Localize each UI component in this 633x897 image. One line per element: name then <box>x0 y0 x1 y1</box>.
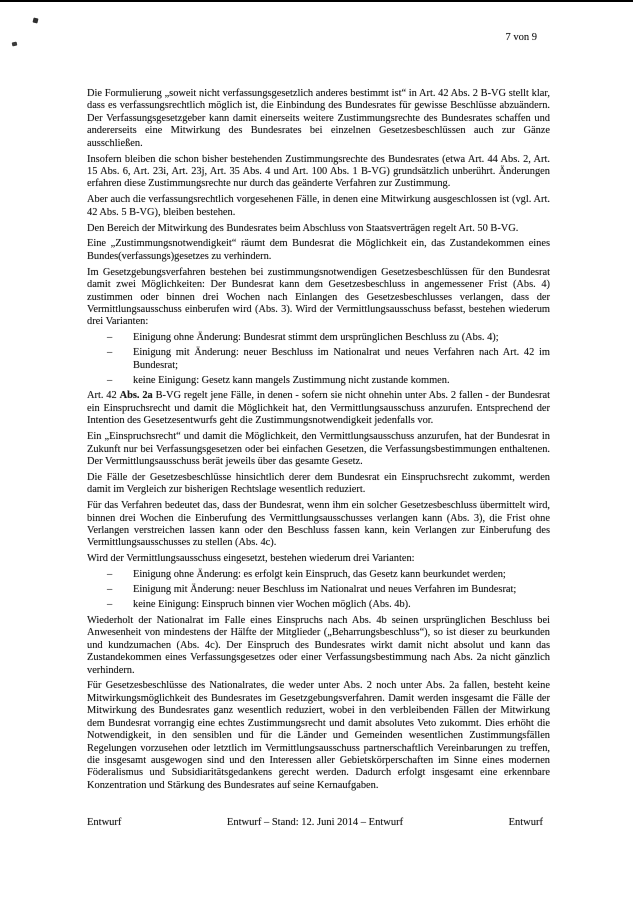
paragraph <box>87 472 550 497</box>
text-run: Für Gesetzesbeschlüsse des Nationalrates, die weder unter Abs. 2 noch unter Abs. 2a fallen, besteht keine Mitwirkungsmöglichkeit des Bundesrates im Gesetzgebungsverfahren. Damit werden insgesamt die Fälle der Mitwirkung des Bundesrates ganz wesentlich reduziert, wobei in den verbleibenden Fällen der Mitwirkung dem Bundesrat vorrangig eine echtes Zustimmungsrecht und damit absolutes Veto zukommt. Dies erhöht die Notwendigkeit, in den sensiblen und für die Länder und Gemeinden wesentlichen Zustimmungsfällen Regelungen vorzusehen oder letztlich im Vermittlungsausschuss partnerschaftlich Vereinbarungen zu treffen, die insgesamt ausgewogen sind und den Interessen aller Gebietskörperschaften im Sinne eines modernen Föderalismus und Subsidiaritätsgedankens gerecht werden. Dadurch erfolgt insgesamt eine erkennbare Konzentration und Stärkung des Bundesrates auf seine Kernaufgaben. <box>87 680 550 791</box>
paragraph <box>87 615 550 677</box>
paragraph <box>87 238 550 263</box>
text-run: Die Fälle der Gesetzesbeschlüsse hinsichtlich derer dem Bundesrat ein Einspruchsrecht zukommt, werden damit im Vergleich zur bisherigen Rechtslage wesentlich reduziert. <box>87 471 550 496</box>
list-item-text: keine Einigung: Gesetz kann mangels Zustimmung nicht zustande kommen. <box>133 374 450 386</box>
text-run: Die Formulierung „soweit nicht verfassungsgesetzlich anderes bestimmt ist“ in Art. 42 Abs. 2 B-VG stellt klar, dass es verfassungsrechtlich möglich ist, die Einbindung des Bundesrates für gewisse Beschlüsse abzuändern. Der Verfassungsgesetzgeber kann damit einerseits weitere Zustimmungsrechte des Bundesrates schaffen und andererseits eine Mitwirkung des Bundesrates bei einzelnen Gesetzesbeschlüssen auch zur Gänze ausschließen. <box>87 88 550 149</box>
list-item-text: Einigung ohne Änderung: Bundesrat stimmt dem ursprünglichen Beschluss zu (Abs. 4); <box>133 332 499 344</box>
paragraph <box>87 431 550 468</box>
text-run: Für das Verfahren bedeutet das, dass der Bundesrat, wenn ihm ein solcher Gesetzesbeschluss übermittelt wird, binnen drei Wochen die Einberufung des Vermittlungsausschusses verlangen kann (Abs. 3), die Frist ohne Verlangen verstreichen lassen kann oder den Beschluss fassen kann, kein Verlangen zur Einberufung des Vermittlungsausschusses zu stellen (Abs. 4c). <box>87 500 550 549</box>
list-item <box>87 569 550 581</box>
paragraph <box>87 500 550 550</box>
list-item-text: Einigung mit Änderung: neuer Beschluss im Nationalrat und neues Verfahren nach Art. 42 im Bundesrat; <box>133 347 550 371</box>
list-item <box>87 375 550 387</box>
paragraph <box>87 194 550 219</box>
paragraph <box>87 223 550 235</box>
bold-text-run: Abs. 2a <box>119 390 153 402</box>
paragraph <box>87 390 550 427</box>
dash-marker: – <box>107 374 113 386</box>
page-number: 7 von 9 <box>505 32 537 43</box>
list-item <box>87 599 550 611</box>
paragraph <box>87 154 550 191</box>
text-run: Insofern bleiben die schon bisher bestehenden Zustimmungsrechte des Bundesrates (etwa Art. 44 Abs. 2, Art. 15 Abs. 6, Art. 23i, Art. 23j, Art. 35 Abs. 4 und Art. 100 Abs. 1 B-VG) grundsätzlich unberührt. Änderungen erfahren diese Zustimmungsrechte nur durch das geänderte Verfahren zur Zustimmung. <box>87 153 550 190</box>
text-run: B-VG regelt jene Fälle, in denen - sofern sie nicht ohnehin unter Abs. 2 fallen - der Bundesrat ein Einspruchsrecht und damit die Möglichkeit hat, den Vermittlungsausschuss anzurufen. Entsprechend der Intention des Gesetzesentwurfs geht die Zustimmungsnotwendigkeit jedenfalls vor. <box>87 390 550 427</box>
document-body <box>87 88 550 796</box>
dash-marker: – <box>107 599 113 611</box>
scan-speck-mark <box>12 42 18 47</box>
text-run: Den Bereich der Mitwirkung des Bundesrates beim Abschluss von Staatsverträgen regelt Art. 50 B-VG. <box>87 222 519 234</box>
text-run: Art. 42 <box>87 390 120 402</box>
bullet-list <box>87 332 550 387</box>
list-item <box>87 584 550 596</box>
page-footer <box>87 816 543 829</box>
list-item-text: Einigung mit Änderung: neuer Beschluss im Nationalrat und neues Verfahren im Bundesrat; <box>133 584 517 596</box>
paragraph <box>87 88 550 150</box>
text-run: Eine „Zustimmungsnotwendigkeit“ räumt dem Bundesrat die Möglichkeit ein, das Zustandekommen eines Bundes(verfassungs)gesetzes zu verhindern. <box>87 238 550 262</box>
bullet-list <box>87 569 550 611</box>
dash-marker: – <box>107 584 113 596</box>
text-run: Wiederholt der Nationalrat im Falle eines Einspruchs nach Abs. 4b seinen ursprünglichen Beschluss bei Anwesenheit von mindestens der Hälfte der Mitglieder („Beharrungsbeschluss“), so ist dieser zu beurkunden und kundzumachen (Abs. 4c). Der Einspruch des Bundesrates wirkt damit nicht absolut und kann das Zustandekommen eines Verfassungsgesetzes oder einer Verfassungsbestimmung nach Abs. 2a nicht gänzlich verhindern. <box>87 614 550 676</box>
list-item <box>87 347 550 372</box>
text-run: Wird der Vermittlungsausschuss eingesetzt, bestehen wiederum drei Varianten: <box>87 553 415 565</box>
dash-marker: – <box>107 332 113 344</box>
scan-edge-line <box>0 0 633 2</box>
text-run: Aber auch die verfassungsrechtlich vorgesehenen Fälle, in denen eine Mitwirkung ausgeschlossen ist (vgl. Art. 42 Abs. 5 B-VG), bleiben bestehen. <box>87 194 550 218</box>
scan-speck-mark <box>32 17 38 23</box>
paragraph <box>87 680 550 792</box>
paragraph <box>87 267 550 329</box>
footer-right-label: Entwurf <box>508 817 543 828</box>
footer-left-label: Entwurf <box>87 817 122 828</box>
paragraph <box>87 553 550 565</box>
dash-marker: – <box>107 569 113 581</box>
footer-center-label: Entwurf – Stand: 12. Juni 2014 – Entwurf <box>226 817 404 828</box>
dash-marker: – <box>107 347 113 359</box>
text-run: Im Gesetzgebungsverfahren bestehen bei zustimmungsnotwendigen Gesetzesbeschlüssen für den Bundesrat damit zwei Möglichkeiten: Der Bundesrat kann dem Gesetzesbeschluss in angemessener Frist (Abs. 4) zustimmen oder binnen drei Wochen nach Einlangen des Gesetzesbeschlusses verlangen, dass der Vermittlungsausschuss einberufen wird (Abs. 3). Wird der Vermittlungsausschuss befasst, bestehen wiederum drei Varianten: <box>87 266 550 328</box>
text-run: Ein „Einspruchsrecht“ und damit die Möglichkeit, den Vermittlungsausschuss anzurufen, hat der Bundesrat in Zukunft nur bei Verfassungsgesetzen oder bei einfachen Gesetzen, die Verfassungsbestimmungen enthaltenen. Der Vermittlungsausschuss berät jeweils über das gesamte Gesetz. <box>87 431 550 467</box>
list-item <box>87 332 550 344</box>
list-item-text: keine Einigung: Einspruch binnen vier Wochen möglich (Abs. 4b). <box>133 599 411 611</box>
list-item-text: Einigung ohne Änderung: es erfolgt kein Einspruch, das Gesetz kann beurkundet werden; <box>133 569 506 581</box>
